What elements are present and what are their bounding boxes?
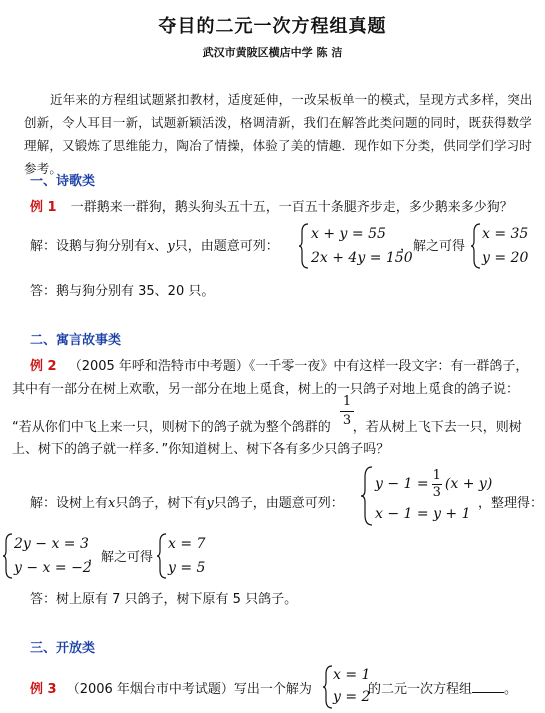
fraction-numerator: 1: [432, 467, 441, 483]
equation: y = 2: [333, 689, 371, 705]
example-2-text: （2005 年呼和浩特市中考题）《一千零一夜》中有这样一段文字：有一群鸽子，: [68, 359, 529, 374]
var-x: x: [147, 239, 155, 254]
section-heading-poetry: 一、诗歌类: [30, 174, 96, 189]
given-solution-system: [333, 664, 370, 708]
separator: 、: [154, 239, 168, 254]
example-2-label: 例 2: [30, 359, 57, 374]
solve-text: ，解之可得: [400, 239, 466, 254]
example-2-line-2: 其中有一部分在树上欢歌，另一部分在地上觅食，树上的一只鸽子对地上觅食的鸽子说：: [12, 382, 520, 397]
equation: y = 5: [168, 560, 206, 576]
section-heading-fable: 二、寓言故事类: [30, 333, 122, 348]
equation: 2y − x = 3: [14, 536, 89, 552]
equation-system-3: [14, 532, 92, 580]
system-brace: [360, 465, 374, 527]
equation: x − 1 = y + 1: [375, 506, 471, 522]
example-2-answer: 答：树上原有 7 只鸽子，树下原有 5 只鸽子。: [30, 592, 298, 607]
example-1-label: 例 1: [30, 200, 57, 215]
example-1-solution-intro: [30, 235, 279, 254]
fraction-denominator: 3: [432, 484, 441, 500]
example-3-text: 的二元一次方程组: [368, 682, 473, 697]
example-1-answer: 答：鹅与狗分别有 35、20 只。: [30, 284, 215, 299]
example-3-text: （2006 年烟台市中考试题）写出一个解为: [66, 682, 312, 697]
solution-text: 只，由题意可列：: [174, 239, 279, 254]
equation: y = 20: [482, 250, 529, 266]
var-y: y: [167, 239, 175, 254]
equation-system-2: [375, 466, 492, 522]
equation: 2x + 4y = 150: [311, 250, 413, 266]
example-1-text: 一群鹅来一群狗，鹅头狗头五十五，一百五十条腿齐步走，多少鹅来多少狗？: [70, 200, 513, 215]
answer-blank[interactable]: [472, 680, 504, 693]
equation-part: (x + y): [444, 476, 493, 492]
example-2-line-4: 上、树下的鸽子就一样多．”你知道树上、树下各有多少只鸽子吗？: [12, 442, 390, 457]
example-3-question: [30, 678, 312, 697]
equation-part: y − 1 =: [375, 476, 429, 492]
example-3-tail: [368, 678, 517, 697]
equation: x = 35: [482, 226, 529, 242]
intro-paragraph: 近年来的方程组试题紧扣教材，适度延伸，一改呆板单一的模式，呈现方式多样，突出创新，令人耳目一新，试题新颖活泼，格调清新，我们在解答此类问题的同时，既获得数学理解，又锻炼了思维能力，陶冶了情操，体验了美的情趣．现作如下分类，供同学们学习时参考。: [24, 92, 533, 176]
page-title: 夺目的二元一次方程组真题: [158, 16, 387, 37]
example-2-solution-intro: [30, 492, 344, 511]
example-3-label: 例 3: [30, 682, 57, 697]
solution-text: 解：设鹅与狗分别有: [30, 239, 148, 254]
solution-text: 解：设树上有: [30, 496, 109, 511]
equation: x = 1: [333, 667, 371, 683]
system-brace: [2, 532, 14, 580]
var-y: y: [206, 496, 214, 511]
solve-text: ，解之可得: [88, 550, 154, 565]
fraction-one-third: [340, 393, 354, 430]
solution-system-1: [482, 222, 528, 270]
example-2-text: ，若从树上飞下去一只，则树: [352, 420, 522, 435]
fraction-denominator: 3: [340, 411, 354, 430]
period: 。: [504, 682, 518, 697]
example-1-question: [30, 196, 513, 215]
equation: x = 7: [168, 536, 206, 552]
solution-text: 只鸽子，由题意可列：: [213, 496, 344, 511]
solution-system-2: [168, 532, 205, 580]
fraction-numerator: 1: [342, 394, 352, 409]
solution-text: 只鸽子，树下有: [115, 496, 207, 511]
author-line: 武汉市黄陂区横店中学 陈 洁: [202, 46, 343, 59]
var-x: x: [108, 496, 116, 511]
equation: y − x = −2: [14, 560, 92, 576]
example-2-line-1: [30, 355, 528, 374]
example-2-line-3: [12, 416, 522, 435]
system-brace: [470, 222, 482, 270]
system-brace: [298, 222, 310, 270]
section-heading-open: 三、开放类: [30, 641, 96, 656]
equation-system-1: [311, 222, 413, 270]
example-2-text: “若从你们中飞上来一只，则树下的鸽子就为整个鸽群的: [12, 420, 331, 435]
arrange-text: ，整理得：: [478, 496, 544, 511]
fraction-one-third: [432, 468, 442, 501]
equation: x + y = 55: [311, 226, 386, 242]
system-brace: [156, 532, 168, 580]
